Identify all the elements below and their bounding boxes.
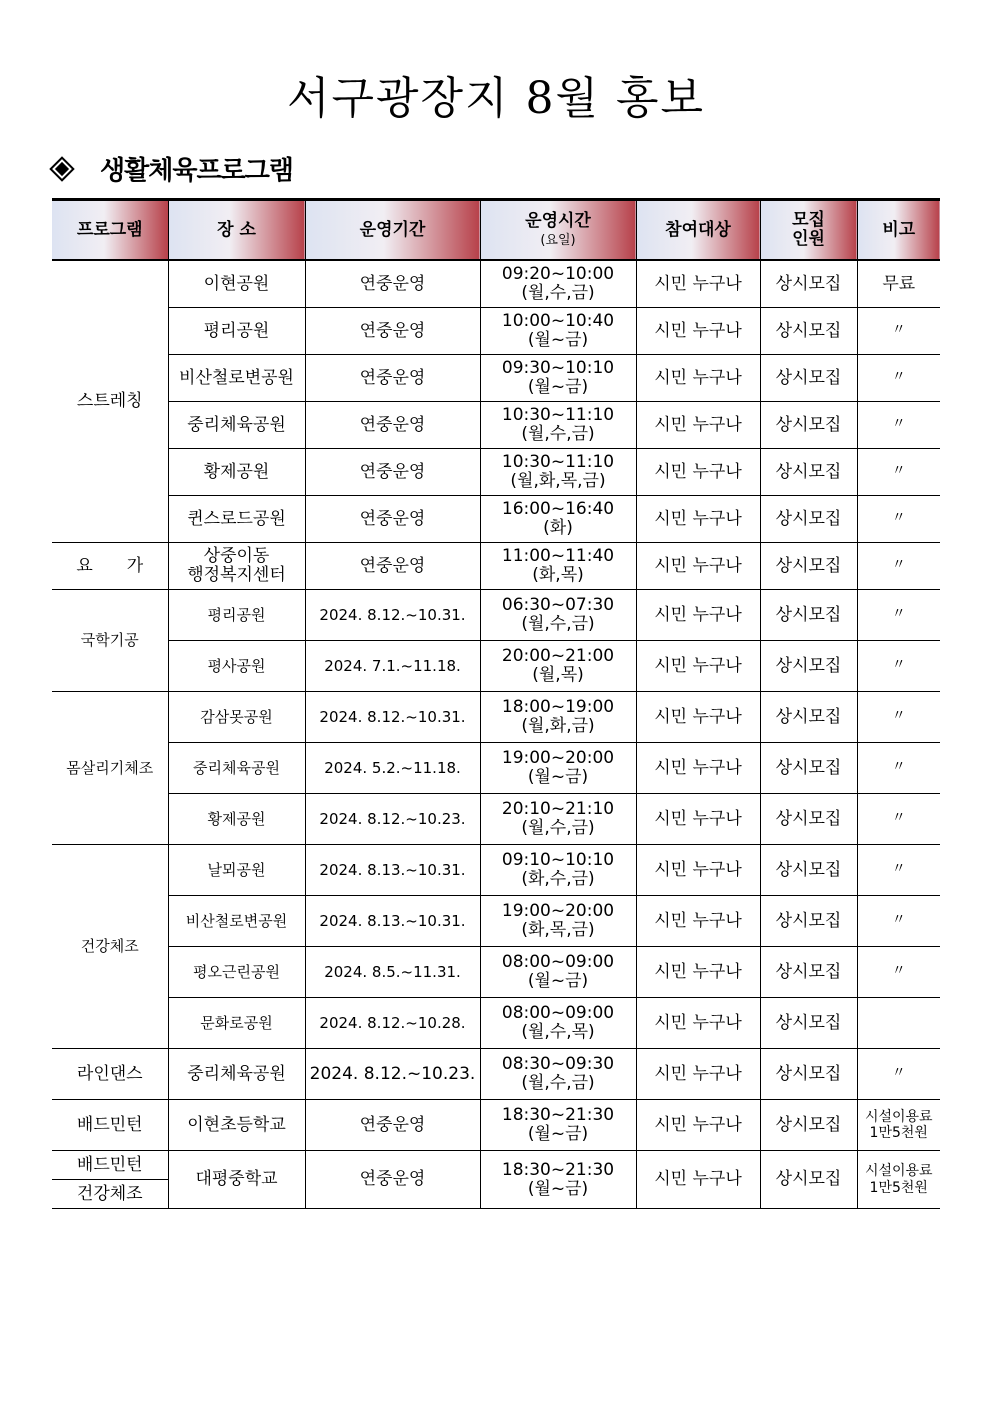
table-row	[52, 998, 940, 1049]
target-cell: 시민 누구나	[636, 449, 760, 496]
target-cell: 시민 누구나	[636, 496, 760, 543]
diamond-bullet-icon	[48, 155, 76, 183]
table-row	[52, 449, 940, 496]
program-cell: 배드민턴	[52, 1100, 168, 1151]
recruit-cell: 상시모집	[760, 1049, 857, 1100]
target-cell: 시민 누구나	[636, 308, 760, 355]
time-cell: 18:30~21:30 (월~금)	[480, 1100, 636, 1151]
note-cell: 〃	[857, 590, 940, 641]
header-target: 참여대상	[636, 200, 760, 261]
note-cell: 〃	[857, 896, 940, 947]
recruit-cell: 상시모집	[760, 355, 857, 402]
period-cell: 연중운영	[305, 543, 480, 590]
time-cell: 18:30~21:30 (월~금)	[480, 1151, 636, 1209]
target-cell: 시민 누구나	[636, 1049, 760, 1100]
target-cell: 시민 누구나	[636, 743, 760, 794]
target-cell: 시민 누구나	[636, 1151, 760, 1209]
program-table	[52, 198, 940, 1209]
place-cell: 평리공원	[168, 308, 305, 355]
table-row	[52, 1100, 940, 1151]
target-cell: 시민 누구나	[636, 947, 760, 998]
recruit-cell: 상시모집	[760, 794, 857, 845]
period-cell: 2024. 8.12.~10.31.	[305, 590, 480, 641]
section-header	[48, 150, 293, 187]
time-cell: 09:30~10:10 (월~금)	[480, 355, 636, 402]
time-cell: 08:00~09:00 (월,수,목)	[480, 998, 636, 1049]
time-cell: 19:00~20:00 (화,목,금)	[480, 896, 636, 947]
recruit-cell: 상시모집	[760, 402, 857, 449]
place-cell: 이현초등학교	[168, 1100, 305, 1151]
program-cell: 배드민턴	[52, 1151, 168, 1180]
time-cell: 16:00~16:40 (화)	[480, 496, 636, 543]
table-row	[52, 260, 940, 308]
recruit-cell: 상시모집	[760, 896, 857, 947]
table-row	[52, 947, 940, 998]
time-cell: 19:00~20:00 (월~금)	[480, 743, 636, 794]
place-cell: 날뫼공원	[168, 845, 305, 896]
period-cell: 연중운영	[305, 402, 480, 449]
period-cell: 2024. 8.12.~10.31.	[305, 692, 480, 743]
period-cell: 2024. 8.12.~10.23.	[305, 1049, 480, 1100]
place-cell: 중리체육공원	[168, 402, 305, 449]
period-cell: 2024. 8.5.~11.31.	[305, 947, 480, 998]
recruit-cell: 상시모집	[760, 1151, 857, 1209]
target-cell: 시민 누구나	[636, 590, 760, 641]
note-cell	[857, 998, 940, 1049]
recruit-cell: 상시모집	[760, 947, 857, 998]
note-cell: 〃	[857, 449, 940, 496]
place-cell: 평리공원	[168, 590, 305, 641]
target-cell: 시민 누구나	[636, 1100, 760, 1151]
place-cell: 대평중학교	[168, 1151, 305, 1209]
place-cell: 황제공원	[168, 794, 305, 845]
table-row	[52, 402, 940, 449]
place-cell: 감삼못공원	[168, 692, 305, 743]
note-cell: 시설이용료 1만5천원	[857, 1151, 940, 1209]
header-place: 장 소	[168, 200, 305, 261]
table-row	[52, 692, 940, 743]
time-cell: 10:30~11:10 (월,수,금)	[480, 402, 636, 449]
recruit-cell: 상시모집	[760, 1100, 857, 1151]
section-title: 생활체육프로그램	[100, 156, 293, 186]
target-cell: 시민 누구나	[636, 692, 760, 743]
period-cell: 연중운영	[305, 449, 480, 496]
period-cell: 연중운영	[305, 260, 480, 308]
header-note: 비고	[857, 200, 940, 261]
place-cell: 상중이동 행정복지센터	[168, 543, 305, 590]
time-cell: 10:00~10:40 (월~금)	[480, 308, 636, 355]
period-cell: 연중운영	[305, 355, 480, 402]
note-cell: 〃	[857, 496, 940, 543]
table-header-row	[52, 200, 940, 261]
period-cell: 연중운영	[305, 308, 480, 355]
period-cell: 2024. 7.1.~11.18.	[305, 641, 480, 692]
table-row	[52, 743, 940, 794]
recruit-cell: 상시모집	[760, 743, 857, 794]
program-cell: 건강체조	[52, 845, 168, 1049]
table-row	[52, 496, 940, 543]
header-recruit: 모집 인원	[760, 200, 857, 261]
page-title: 서구광장지 8월 홍보	[287, 73, 705, 124]
place-cell: 비산철로변공원	[168, 896, 305, 947]
target-cell: 시민 누구나	[636, 260, 760, 308]
table-row	[52, 308, 940, 355]
period-cell: 2024. 8.13.~10.31.	[305, 896, 480, 947]
note-cell: 〃	[857, 402, 940, 449]
program-cell: 국학기공	[52, 590, 168, 692]
place-cell: 이현공원	[168, 260, 305, 308]
target-cell: 시민 누구나	[636, 641, 760, 692]
table-row	[52, 1049, 940, 1100]
program-cell: 요 가	[52, 543, 168, 590]
note-cell: 〃	[857, 543, 940, 590]
place-cell: 비산철로변공원	[168, 355, 305, 402]
recruit-cell: 상시모집	[760, 260, 857, 308]
program-cell: 라인댄스	[52, 1049, 168, 1100]
table-row	[52, 845, 940, 896]
period-cell: 연중운영	[305, 1151, 480, 1209]
note-cell: 〃	[857, 845, 940, 896]
period-cell: 2024. 8.12.~10.28.	[305, 998, 480, 1049]
note-cell: 〃	[857, 641, 940, 692]
note-cell: 〃	[857, 1049, 940, 1100]
note-cell: 〃	[857, 743, 940, 794]
table-row	[52, 641, 940, 692]
recruit-cell: 상시모집	[760, 496, 857, 543]
period-cell: 2024. 5.2.~11.18.	[305, 743, 480, 794]
header-time: 운영시간 (요일)	[480, 200, 636, 261]
time-cell: 10:30~11:10 (월,화,목,금)	[480, 449, 636, 496]
table-row	[52, 896, 940, 947]
recruit-cell: 상시모집	[760, 308, 857, 355]
program-cell: 스트레칭	[52, 260, 168, 543]
place-cell: 문화로공원	[168, 998, 305, 1049]
recruit-cell: 상시모집	[760, 641, 857, 692]
target-cell: 시민 누구나	[636, 794, 760, 845]
time-cell: 09:20~10:00 (월,수,금)	[480, 260, 636, 308]
note-cell: 〃	[857, 308, 940, 355]
note-cell: 〃	[857, 794, 940, 845]
place-cell: 중리체육공원	[168, 1049, 305, 1100]
recruit-cell: 상시모집	[760, 449, 857, 496]
time-cell: 06:30~07:30 (월,수,금)	[480, 590, 636, 641]
target-cell: 시민 누구나	[636, 998, 760, 1049]
note-cell: 시설이용료 1만5천원	[857, 1100, 940, 1151]
recruit-cell: 상시모집	[760, 692, 857, 743]
table-row	[52, 794, 940, 845]
recruit-cell: 상시모집	[760, 845, 857, 896]
time-cell: 18:00~19:00 (월,화,금)	[480, 692, 636, 743]
header-period: 운영기간	[305, 200, 480, 261]
note-cell: 〃	[857, 692, 940, 743]
table-row	[52, 355, 940, 402]
program-cell: 건강체조	[52, 1180, 168, 1209]
target-cell: 시민 누구나	[636, 355, 760, 402]
note-cell: 무료	[857, 260, 940, 308]
place-cell: 퀸스로드공원	[168, 496, 305, 543]
table-row	[52, 590, 940, 641]
table-row	[52, 543, 940, 590]
recruit-cell: 상시모집	[760, 590, 857, 641]
place-cell: 평사공원	[168, 641, 305, 692]
time-cell: 08:30~09:30 (월,수,금)	[480, 1049, 636, 1100]
period-cell: 연중운영	[305, 1100, 480, 1151]
period-cell: 2024. 8.12.~10.23.	[305, 794, 480, 845]
target-cell: 시민 누구나	[636, 543, 760, 590]
recruit-cell: 상시모집	[760, 998, 857, 1049]
header-program: 프로그램	[52, 200, 168, 261]
place-cell: 중리체육공원	[168, 743, 305, 794]
target-cell: 시민 누구나	[636, 896, 760, 947]
note-cell: 〃	[857, 947, 940, 998]
place-cell: 평오근린공원	[168, 947, 305, 998]
recruit-cell: 상시모집	[760, 543, 857, 590]
target-cell: 시민 누구나	[636, 402, 760, 449]
period-cell: 연중운영	[305, 496, 480, 543]
program-cell: 몸살리기체조	[52, 692, 168, 845]
time-cell: 20:10~21:10 (월,수,금)	[480, 794, 636, 845]
period-cell: 2024. 8.13.~10.31.	[305, 845, 480, 896]
place-cell: 황제공원	[168, 449, 305, 496]
target-cell: 시민 누구나	[636, 845, 760, 896]
time-cell: 11:00~11:40 (화,목)	[480, 543, 636, 590]
time-cell: 09:10~10:10 (화,수,금)	[480, 845, 636, 896]
time-cell: 20:00~21:00 (월,목)	[480, 641, 636, 692]
note-cell: 〃	[857, 355, 940, 402]
time-cell: 08:00~09:00 (월~금)	[480, 947, 636, 998]
table-row	[52, 1151, 940, 1180]
